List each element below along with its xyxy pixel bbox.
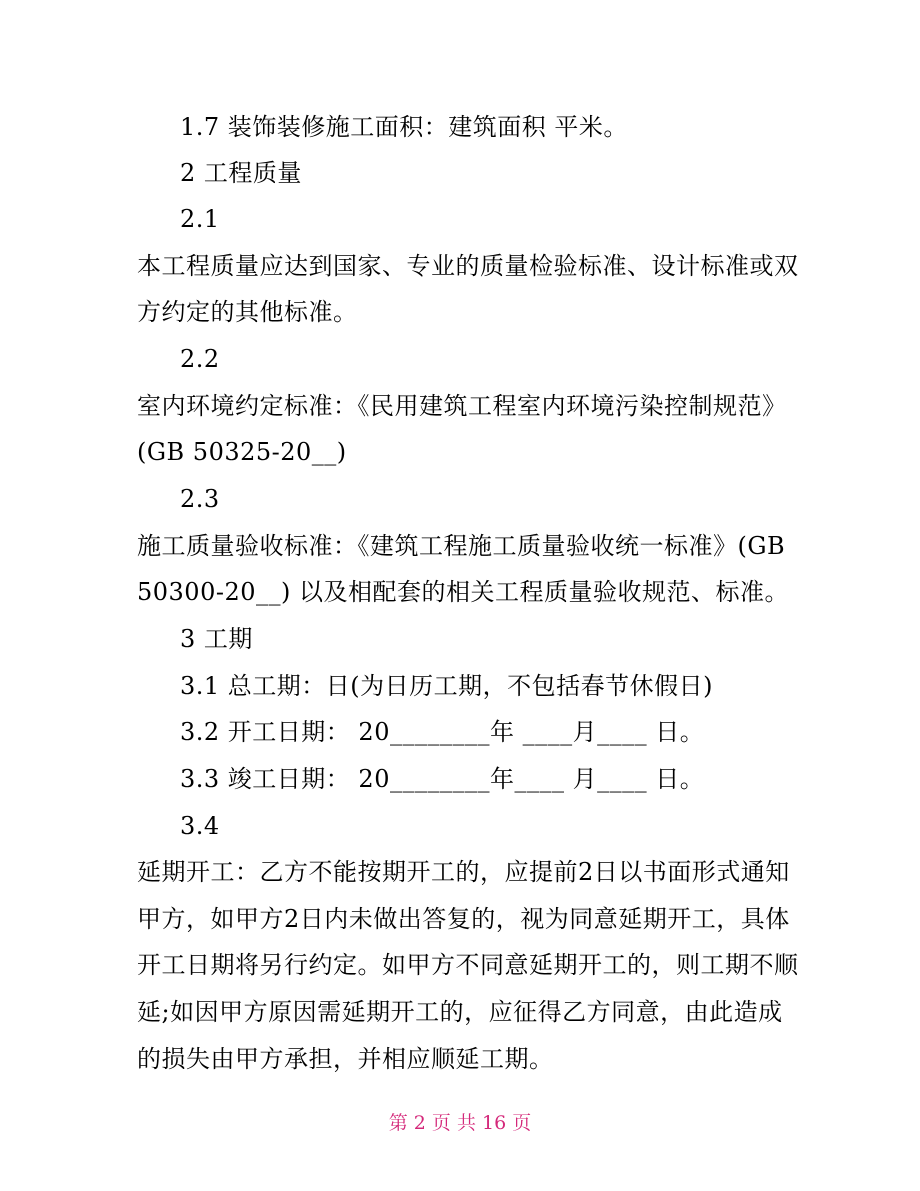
clause-2-2-text-1: 室内环境约定标准：《民用建筑工程室内环境污染控制规范》	[137, 392, 787, 420]
clause-3-4-number: 3.4	[180, 812, 220, 840]
clause-3-4-text-2: 甲方，如甲方2日内未做出答复的，视为同意延期开工，具体	[137, 905, 790, 933]
clause-3-3-end-date: 3.3 竣工日期： 20________年____ 月____ 日。	[180, 765, 705, 793]
clause-3-4-text-4: 延;如因甲方原因需延期开工的，应征得乙方同意，由此造成	[137, 998, 783, 1026]
clause-2-2-number: 2.2	[180, 345, 220, 373]
heading-quality: 2 工程质量	[180, 159, 302, 187]
clause-3-2-start-date: 3.2 开工日期： 20________年 ____月____ 日。	[180, 718, 705, 746]
clause-3-4-text-1: 延期开工：乙方不能按期开工的，应提前2日以书面形式通知	[137, 858, 790, 886]
line-1-7-area: 1.7 装饰装修施工面积：建筑面积 平米。	[180, 113, 628, 141]
heading-schedule: 3 工期	[180, 625, 253, 653]
clause-3-4-text-3: 开工日期将另行约定。如甲方不同意延期开工的，则工期不顺	[137, 951, 799, 979]
clause-2-3-text-2: 50300-20__) 以及相配套的相关工程质量验收规范、标准。	[137, 578, 789, 606]
clause-3-1: 3.1 总工期：日(为日历工期，不包括春节休假日)	[180, 672, 714, 700]
clause-2-1-number: 2.1	[180, 205, 220, 233]
clause-2-3-text-1: 施工质量验收标准：《建筑工程施工质量验收统一标准》(GB	[137, 532, 786, 560]
page-number-footer: 第 2 页 共 16 页	[388, 1112, 532, 1134]
clause-2-3-number: 2.3	[180, 485, 220, 513]
clause-2-2-text-2: (GB 50325-20__)	[137, 438, 347, 466]
clause-3-4-text-5: 的损失由甲方承担，并相应顺延工期。	[137, 1045, 554, 1073]
clause-2-1-text-2: 方约定的其他标准。	[137, 298, 358, 326]
clause-2-1-text-1: 本工程质量应达到国家、专业的质量检验标准、设计标准或双	[137, 252, 799, 280]
